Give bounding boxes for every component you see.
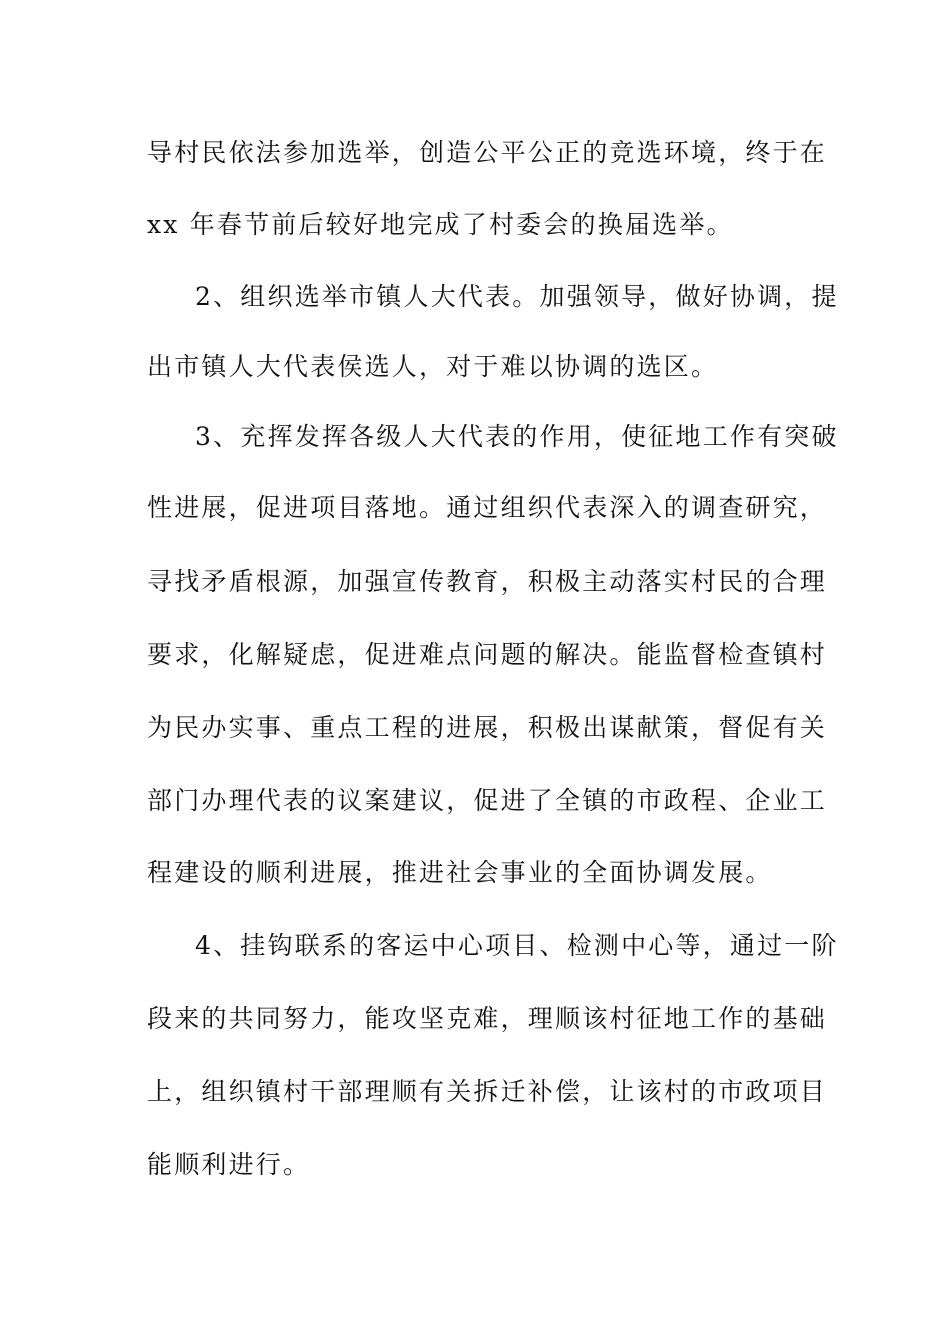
paragraph-2-start: 2、组织选举市镇人大代表。加强领导，做好协调，提 <box>195 282 839 311</box>
text-line-14: 上，组织镇村干部理顺有关拆迁补偿，让该村的市政项目 <box>147 1077 828 1106</box>
text-line-8: 要求，化解疑虑，促进难点问题的解决。能监督检查镇村 <box>147 640 828 669</box>
text-line-7: 寻找矛盾根源，加强宣传教育，积极主动落实村民的合理 <box>147 567 828 596</box>
text-line-11: 程建设的顺利进展，推进社会事业的全面协调发展。 <box>147 858 773 887</box>
text-line-1: 导村民依法参加选举，创造公平公正的竞选环境，终于在 <box>147 138 828 167</box>
paragraph-4-start: 4、挂钩联系的客运中心项目、检测中心等，通过一阶 <box>195 931 839 960</box>
text-line-13: 段来的共同努力，能攻坚克难，理顺该村征地工作的基础 <box>147 1004 828 1033</box>
text-line-4: 出市镇人大代表侯选人，对于难以协调的选区。 <box>147 352 719 381</box>
text-line-9: 为民办实事、重点工程的进展，积极出谋献策，督促有关 <box>147 713 828 742</box>
text-line-15: 能顺利进行。 <box>147 1150 311 1179</box>
text-line-6: 性进展，促进项目落地。通过组织代表深入的调查研究， <box>147 493 828 522</box>
text-line-2: xx 年春节前后较好地完成了村委会的换届选举。 <box>147 210 734 239</box>
paragraph-3-start: 3、充挥发挥各级人大代表的作用，使征地工作有突破 <box>195 422 839 451</box>
text-line-10: 部门办理代表的议案建议，促进了全镇的市政程、企业工 <box>147 786 828 815</box>
